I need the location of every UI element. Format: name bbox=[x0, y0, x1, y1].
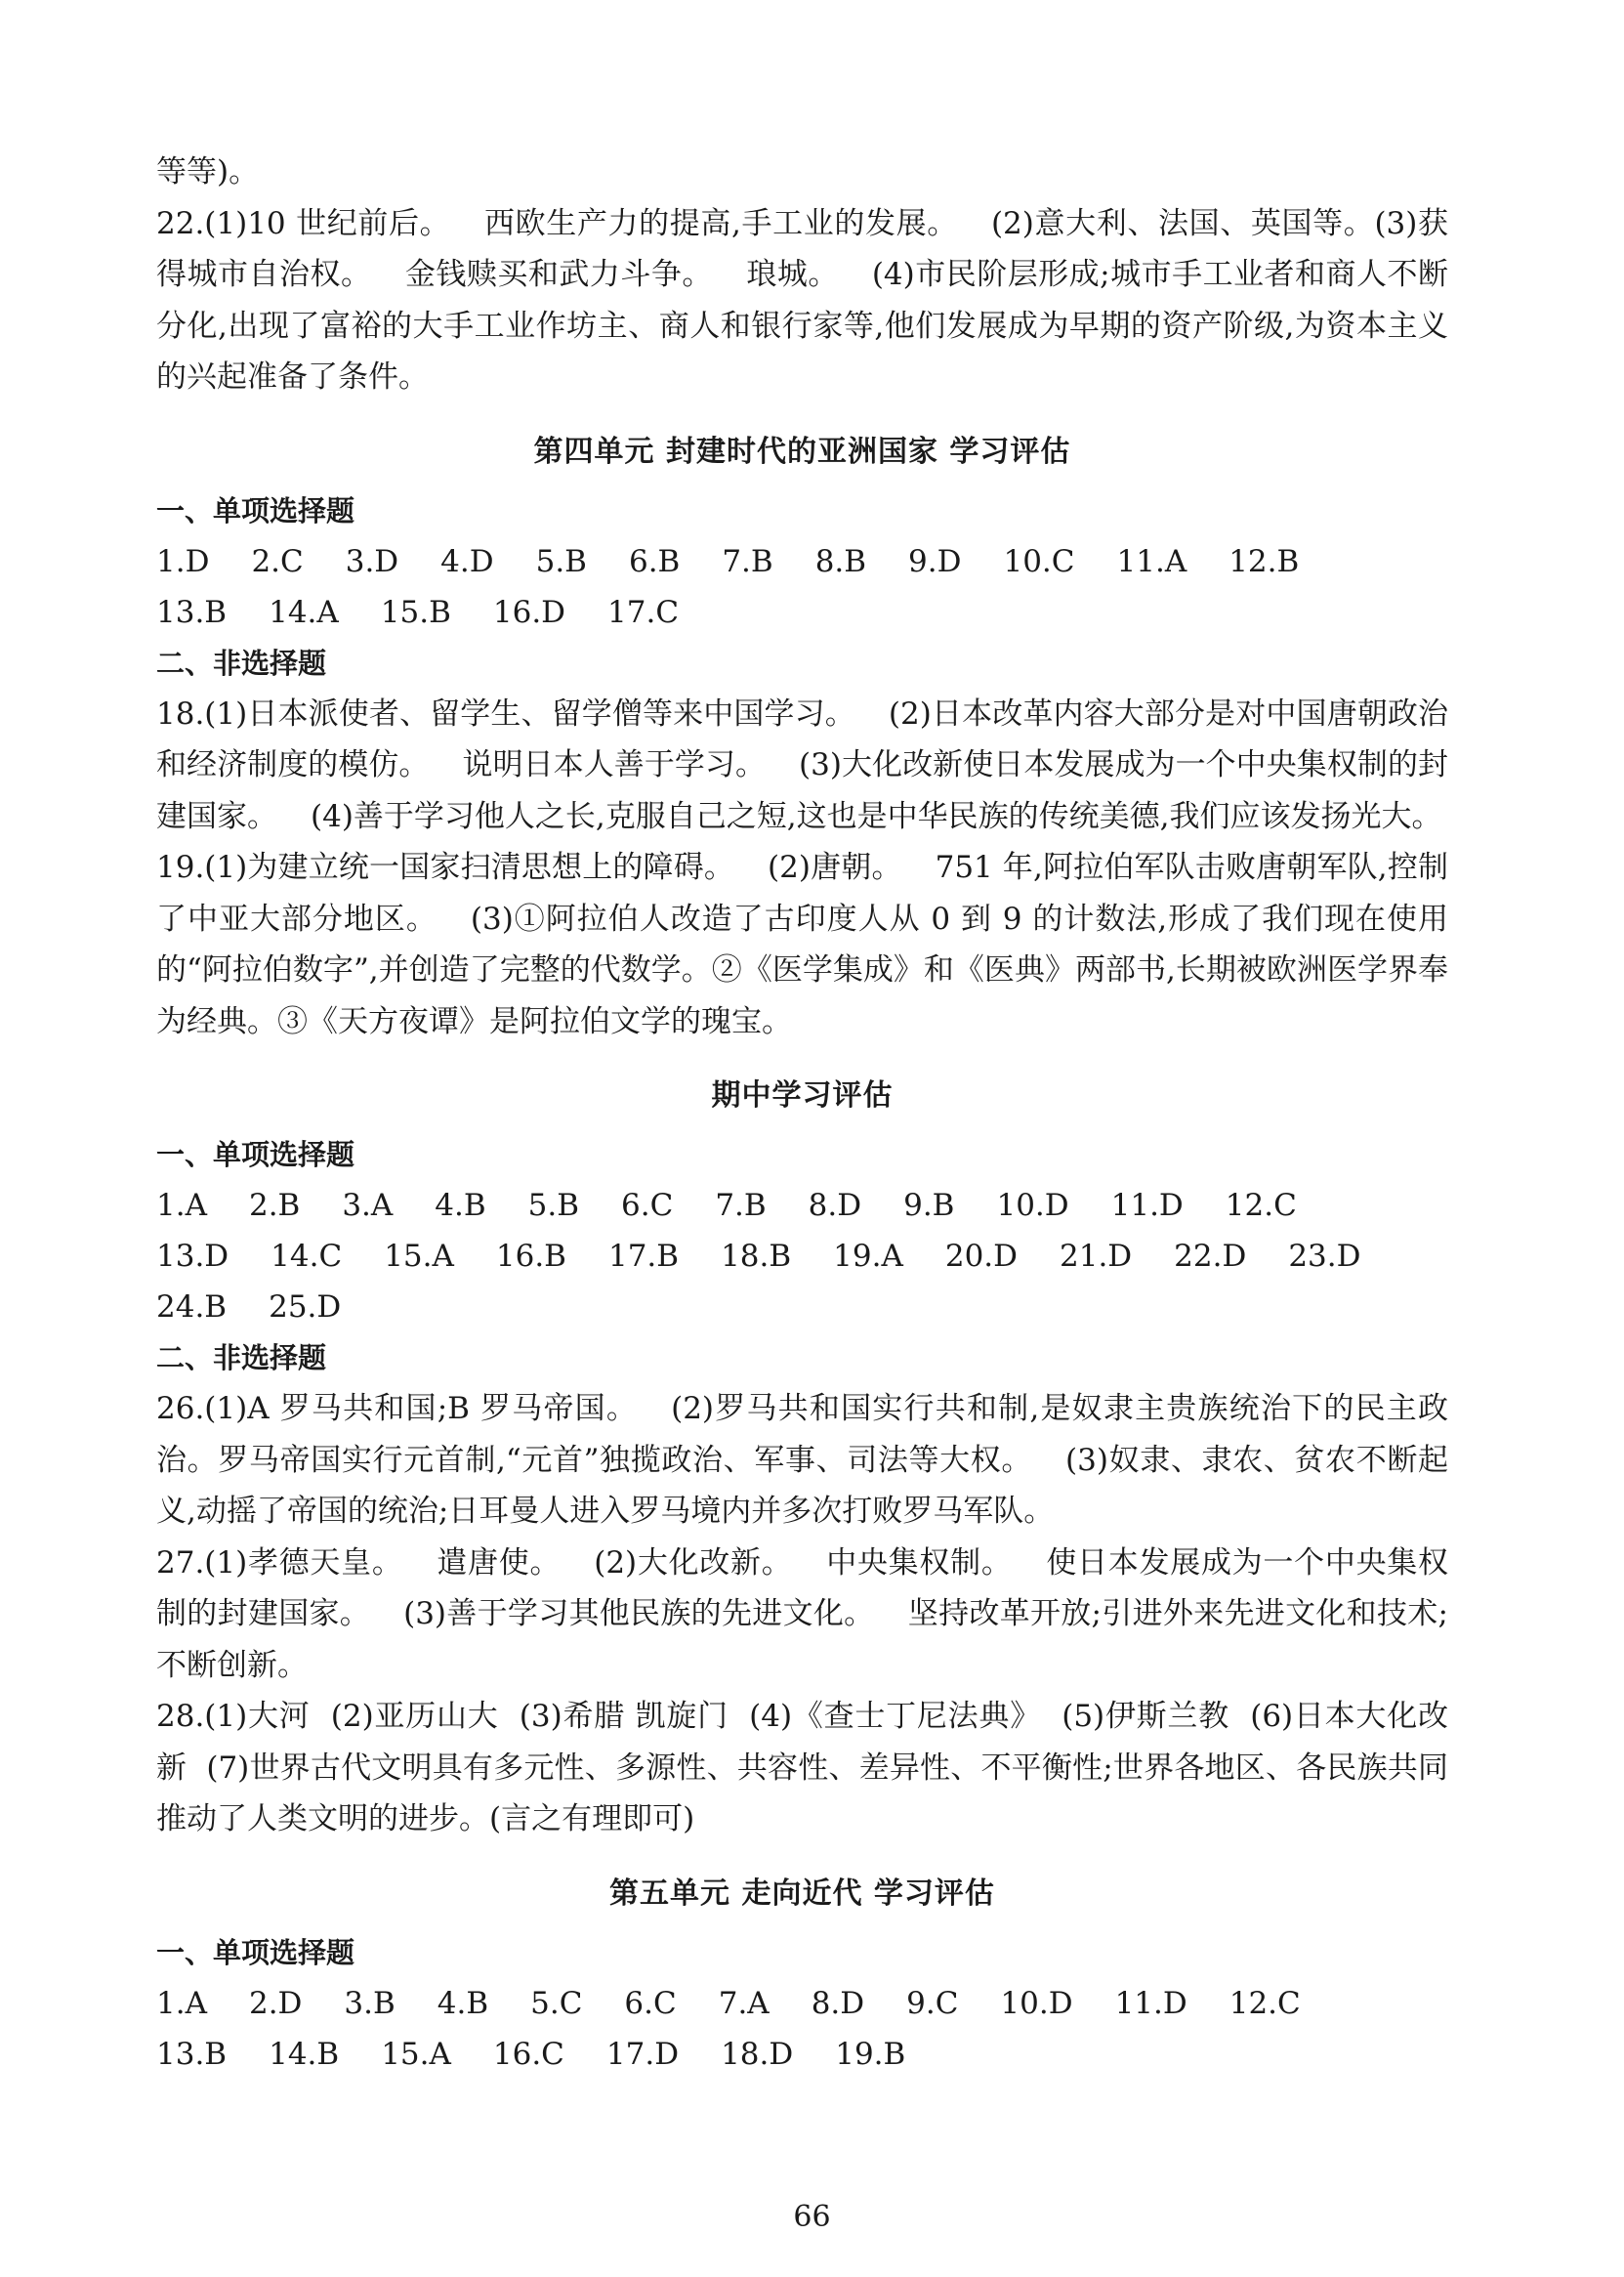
mc-answer: 8.D bbox=[811, 1985, 865, 2021]
mc-answer: 2.C bbox=[251, 543, 304, 579]
mc-answer: 19.B bbox=[835, 2036, 906, 2072]
mc-answer: 14.A bbox=[269, 594, 339, 630]
mc-answer: 8.D bbox=[808, 1188, 862, 1223]
mc-answer: 25.D bbox=[269, 1289, 342, 1325]
mc-answer: 13.B bbox=[156, 2036, 228, 2072]
mc-answer: 3.B bbox=[344, 1985, 396, 2021]
mc-answer: 10.D bbox=[1000, 1985, 1073, 2021]
mc-answer: 9.B bbox=[903, 1188, 955, 1223]
mc-answer: 4.B bbox=[435, 1188, 486, 1223]
mc-answer: 14.B bbox=[269, 2036, 340, 2072]
mc-answer: 15.B bbox=[380, 594, 451, 630]
mc-answer-list bbox=[156, 1180, 1448, 1332]
mc-answer: 12.C bbox=[1225, 1188, 1297, 1223]
mc-answer: 5.B bbox=[527, 1188, 580, 1223]
mc-answer: 16.D bbox=[492, 594, 566, 630]
mc-answer: 5.C bbox=[530, 1985, 583, 2021]
mc-answer: 15.A bbox=[381, 2036, 451, 2072]
mc-answer: 10.C bbox=[1003, 543, 1075, 579]
mc-answer: 16.C bbox=[492, 2036, 564, 2072]
mc-answer: 17.C bbox=[607, 594, 680, 630]
mc-answer: 6.B bbox=[628, 543, 681, 579]
mc-answer: 2.D bbox=[248, 1985, 303, 2021]
mc-answer: 10.D bbox=[996, 1188, 1069, 1223]
mc-answer: 17.B bbox=[607, 1239, 680, 1274]
mc-answer: 1.A bbox=[156, 1985, 207, 2021]
answer-22: 22.(1)10 世纪前后。 西欧生产力的提高,手工业的发展。 (2)意大利、法国、英国等。(3)获得城市自治权。 金钱赎买和武力斗争。 琅城。 (4)市民阶层形成;城市手工业者和商人不断分化,出现了富裕的大手工业作坊主、商人和银行家等,他们发展成为早期的资产阶级,为资本主义的兴起准备了条件。 bbox=[156, 205, 1449, 395]
mc-answer: 4.B bbox=[437, 1985, 489, 2021]
mc-answer: 1.D bbox=[156, 543, 210, 579]
mc-answer-list bbox=[156, 536, 1448, 638]
mc-answer: 7.B bbox=[722, 543, 773, 579]
answer-27: 27.(1)孝德天皇。 遣唐使。 (2)大化改新。 中央集权制。 使日本发展成为一个中央集权制的封建国家。 (3)善于学习其他民族的先进文化。 坚持改革开放;引进外来先进文化和技术;不断创新。 bbox=[156, 1544, 1449, 1683]
section-title-midterm: 期中学习评估 bbox=[711, 1078, 894, 1113]
mc-answer: 6.C bbox=[621, 1188, 674, 1223]
mc-answer: 4.D bbox=[440, 543, 494, 579]
mc-answer: 20.D bbox=[944, 1239, 1018, 1274]
mc-answer: 5.B bbox=[535, 543, 587, 579]
page-number: 66 bbox=[793, 2200, 831, 2234]
answer-28: 28.(1)大河 (2)亚历山大 (3)希腊 凯旋门 (4)《查士丁尼法典》 (5)伊斯兰教 (6)日本大化改新 (7)世界古代文明具有多元性、多源性、共容性、差异性、不平衡性;世界各地区、各民族共同推动了人类文明的进步。(言之有理即可) bbox=[156, 1699, 1448, 1836]
mc-answer: 8.B bbox=[814, 543, 867, 579]
mc-answer-list bbox=[156, 1978, 1448, 2080]
mc-answer: 11.D bbox=[1114, 1985, 1187, 2021]
mc-answer: 1.A bbox=[156, 1188, 207, 1223]
answer-26: 26.(1)A 罗马共和国;B 罗马帝国。 (2)罗马共和国实行共和制,是奴隶主贵族统治下的民主政治。罗马帝国实行元首制,“元首”独揽政治、军事、司法等大权。 (3)奴隶、隶农、贫农不断起义,动摇了帝国的统治;日耳曼人进入罗马境内并多次打败罗马军队。 bbox=[156, 1391, 1449, 1529]
mc-answer: 3.A bbox=[342, 1188, 394, 1223]
mc-answer: 9.D bbox=[908, 543, 962, 579]
answer-19: 19.(1)为建立统一国家扫清思想上的障碍。 (2)唐朝。 751 年,阿拉伯军队击败唐朝军队,控制了中亚大部分地区。 (3)①阿拉伯人改造了古印度人从 0 到 9 的计数法,形成了我们现在使用的“阿拉伯数字”,并创造了完整的代数学。②《医学集成》和《医典》两部书,长期被欧洲医学界奉为经典。③《天方夜谭》是阿拉伯文学的瑰宝。 bbox=[156, 850, 1449, 1039]
mc-answer: 3.D bbox=[345, 543, 399, 579]
mc-answer: 18.D bbox=[721, 2036, 794, 2072]
mc-answer: 14.C bbox=[271, 1239, 343, 1274]
section-heading-mc: 一、单项选择题 bbox=[156, 1935, 355, 1969]
mc-answer: 2.B bbox=[248, 1188, 301, 1223]
mc-answer: 7.A bbox=[718, 1985, 770, 2021]
section-heading-open: 二、非选择题 bbox=[156, 1341, 327, 1374]
mc-answer: 18.B bbox=[721, 1239, 792, 1274]
section-title-unit4: 第四单元 封建时代的亚洲国家 学习评估 bbox=[533, 434, 1071, 469]
continued-text: 等等)。 bbox=[156, 154, 260, 190]
section-title-unit5: 第五单元 走向近代 学习评估 bbox=[609, 1876, 995, 1911]
mc-answer: 22.D bbox=[1174, 1239, 1247, 1274]
section-heading-mc: 一、单项选择题 bbox=[156, 1138, 355, 1171]
section-heading-mc: 一、单项选择题 bbox=[156, 493, 355, 527]
mc-answer: 15.A bbox=[384, 1239, 454, 1274]
mc-answer: 11.D bbox=[1110, 1188, 1184, 1223]
mc-answer: 23.D bbox=[1288, 1239, 1361, 1274]
mc-answer: 7.B bbox=[715, 1188, 767, 1223]
answer-18: 18.(1)日本派使者、留学生、留学僧等来中国学习。 (2)日本改革内容大部分是对中国唐朝政治和经济制度的模仿。 说明日本人善于学习。 (3)大化改新使日本发展成为一个中央集权制的封建国家。 (4)善于学习他人之长,克服自己之短,这也是中华民族的传统美德,我们应该发扬光大。 bbox=[156, 696, 1448, 834]
mc-answer: 13.D bbox=[156, 1239, 229, 1274]
section-heading-open: 二、非选择题 bbox=[156, 646, 327, 680]
mc-answer: 9.C bbox=[906, 1985, 959, 2021]
mc-answer: 17.D bbox=[605, 2036, 680, 2072]
mc-answer: 6.C bbox=[624, 1985, 677, 2021]
mc-answer: 21.D bbox=[1060, 1239, 1133, 1274]
mc-answer: 13.B bbox=[156, 594, 228, 630]
mc-answer: 19.A bbox=[833, 1239, 903, 1274]
mc-answer: 24.B bbox=[156, 1289, 228, 1325]
mc-answer: 12.B bbox=[1228, 543, 1300, 579]
mc-answer: 16.B bbox=[495, 1239, 566, 1274]
mc-answer: 11.A bbox=[1116, 543, 1187, 579]
mc-answer: 12.C bbox=[1228, 1985, 1301, 2021]
